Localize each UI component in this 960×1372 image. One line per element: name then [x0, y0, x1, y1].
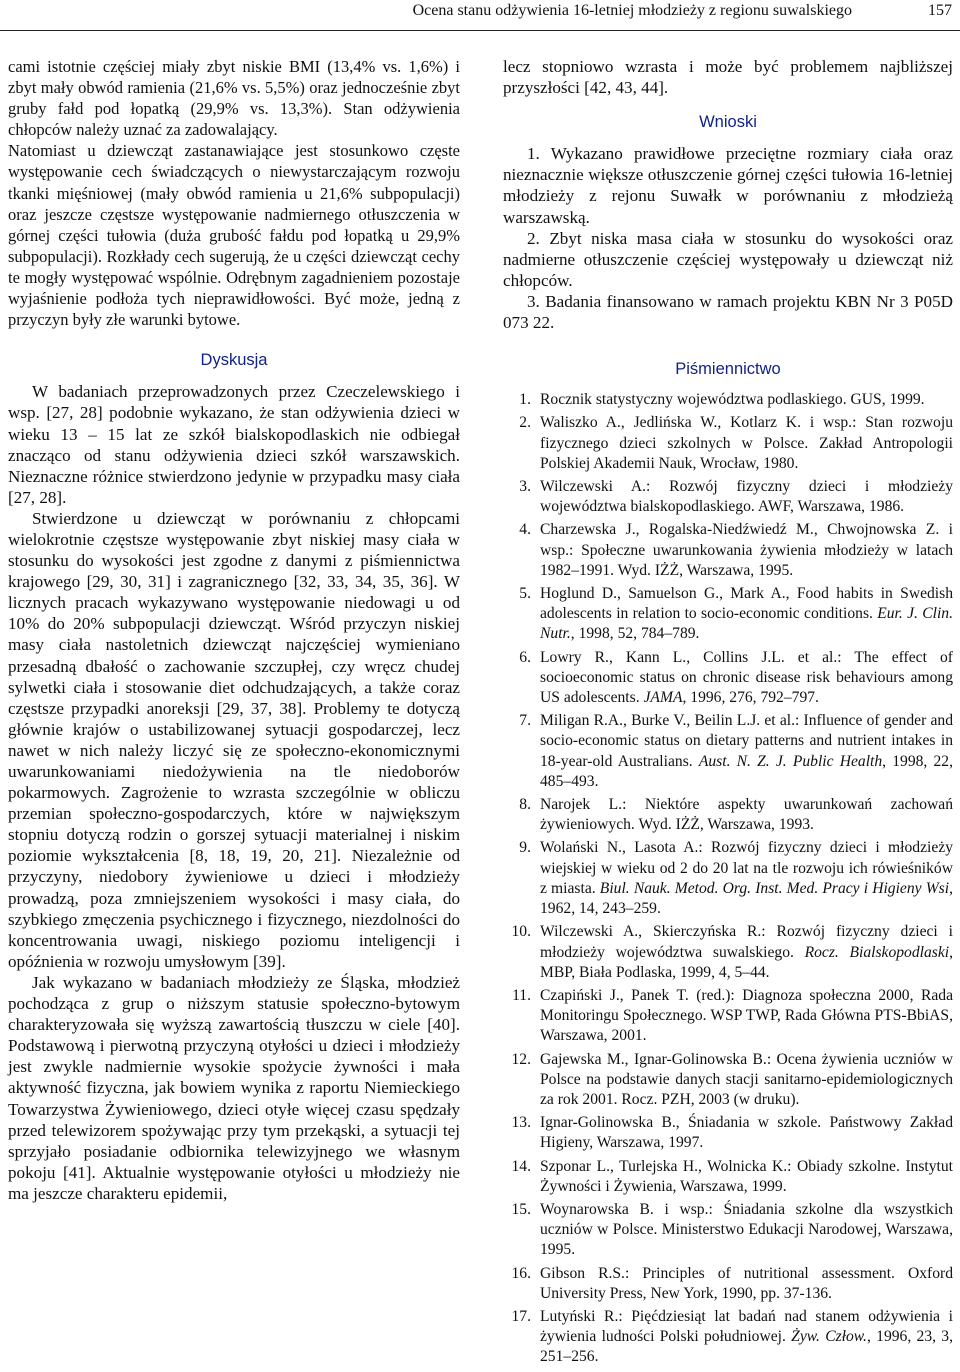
reference-text: Ignar-Golinowska B., Śniadania w szkole. Państwowy Zakład Higieny, Warszawa, 1997. — [540, 1114, 953, 1152]
right-column — [503, 56, 953, 1371]
reference-number: 7. — [519, 712, 531, 730]
reference-journal: Biul. Nauk. Metod. Org. Inst. Med. Pracy i Higieny Wsi — [599, 879, 950, 897]
reference-number: 3. — [519, 478, 531, 496]
conclusion-1: 1. Wykazano prawidłowe przeciętne rozmiary ciała oraz nieznacznie większe otłuszczenie górnej części tułowia 16-letniej młodzieży z rejonu Suwałk w porównaniu z młodzieżą warszawską. — [503, 144, 953, 227]
reference-item — [503, 1157, 953, 1197]
reference-item — [503, 390, 953, 410]
reference-item — [503, 520, 953, 581]
reference-item — [503, 922, 953, 983]
reference-text: Narojek L.: Niektóre aspekty uwarunkowań zachowań żywieniowych. Wyd. IŻŻ, Warszawa, 1993. — [540, 796, 953, 834]
paragraph-continuation: lecz stopniowo wzrasta i może być problemem najbliższej przyszłości [42, 43, 44]. — [503, 57, 953, 98]
reference-number: 5. — [519, 585, 531, 603]
conclusion-2: 2. Zbyt niska masa ciała w stosunku do wysokości oraz nadmierne otłuszczenie częściej występowały u dziewcząt niż chłopców. — [503, 228, 953, 290]
reference-journal: Rocz. Bialskopodlaski — [804, 943, 950, 961]
reference-number: 1. — [519, 391, 531, 409]
reference-text: Wolański N., Lasota A.: Rozwój fizyczny dzieci i młodzieży wiejskiej w wieku od 2 do 20 lat na tle rozwoju ich rówieśników z miasta. — [540, 839, 953, 897]
page-number: 157 — [928, 2, 952, 19]
reference-text: Hoglund D., Samuelson G., Mark A., Food habits in Swedish adolescents in relation to socio-economic conditions. — [540, 585, 953, 623]
reference-details: , MBP, Biała Podlaska, 1999, 4, 5–44. — [540, 943, 953, 981]
reference-number: 11. — [512, 986, 531, 1004]
reference-text: Lowry R., Kann L., Collins J.L. et al.: The effect of socioeconomic status on chronic disease risk behaviours among US adolescents. — [540, 648, 953, 707]
reference-details: , 1996, 23, 3, 251–256. — [540, 1328, 954, 1366]
reference-item — [503, 711, 953, 792]
reference-item — [503, 1307, 953, 1368]
reference-text: Lutyński R.: Pięćdziesiąt lat badań nad stanem odżywienia i żywienia ludności Polski południowej. — [540, 1307, 953, 1346]
running-title: Ocena stanu odżywienia 16-letniej młodzieży z regionu suwalskiego — [412, 2, 852, 19]
reference-number: 4. — [519, 521, 531, 539]
reference-number: 13. — [511, 1114, 531, 1132]
reference-item — [503, 795, 953, 835]
reference-text: Czapiński J., Panek T. (red.): Diagnoza społeczna 2000, Rada Monitoringu Społecznego. WSP TWP, Rada Główna PTS-BbiAS, Warszawa, 2001. — [540, 986, 953, 1045]
reference-text: Woynarowska B. i wsp.: Śniadania szkolne dla wszystkich uczniów w Polsce. Ministerstwo Edukacji Narodowej, Warszawa, 1995. — [540, 1200, 953, 1259]
reference-item — [503, 1113, 953, 1153]
reference-text: Rocznik statystyczny województwa podlaskiego. GUS, 1999. — [540, 391, 925, 409]
left-column — [8, 56, 460, 1204]
conclusion-3: 3. Badania finansowano w ramach projektu KBN Nr 3 P05D 073 22. — [503, 291, 953, 333]
reference-number: 9. — [519, 839, 531, 857]
reference-number: 10. — [511, 923, 531, 941]
section-heading-references: Piśmiennictwo — [675, 360, 781, 379]
paragraph-girls: Natomiast u dziewcząt zastanawiające jest stosunkowo częste występowanie cech świadczących o niewystarczającym rozwoju tkanki mięśniowej (mały obwód ramienia u 21,6% subpopulacji) oraz jeszcze częstsze występowanie nadmiernego otłuszczenia w górnej części tułowia (duża grubość fałdu pod łopatką u 29,9% subpopulacji). Rozkłady cech sugerują, że u części dziewcząt cechy te mogły występować wspólnie. Odrębnym zagadnieniem pozostaje wyjaśnienie podłoża tych nieprawidłowości. Być może, jedną z przyczyn były złe warunki bytowe. — [8, 141, 460, 330]
reference-number: 12. — [511, 1050, 531, 1068]
reference-details: , 1962, 14, 243–259. — [540, 879, 953, 918]
reference-number: 15. — [511, 1200, 531, 1218]
reference-journal: JAMA — [643, 689, 683, 707]
reference-item — [503, 986, 953, 1047]
reference-item — [503, 477, 953, 517]
reference-item — [503, 1264, 953, 1304]
reference-journal: Eur. J. Clin. Nutr. — [540, 605, 953, 643]
reference-number: 6. — [519, 648, 531, 666]
reference-journal: Żyw. Człow. — [791, 1328, 867, 1346]
reference-details: , 1998, 52, 784–789. — [570, 625, 700, 643]
reference-number: 8. — [519, 796, 531, 814]
reference-details: , 1998, 22, 485–493. — [540, 752, 953, 790]
reference-text: Charzewska J., Rogalska-Niedźwiedź M., Chwojnowska Z. i wsp.: Społeczne uwarunkowania żywienia młodzieży w latach 1982–1991. Wyd. IŻŻ, Warszawa, 1995. — [540, 521, 953, 579]
reference-text: Gajewska M., Ignar-Golinowska B.: Ocena żywienia uczniów w Polsce na podstawie danych stacji sanitarno-epidemiologicznych za rok 2001. Rocz. PZH, 2003 (w druku). — [540, 1050, 953, 1108]
reference-number: 14. — [511, 1157, 531, 1175]
reference-item — [503, 584, 953, 645]
paragraph-discussion-2: Stwierdzone u dziewcząt w porównaniu z chłopcami wielokrotnie częstsze występowanie zbyt niskiej masy ciała w stosunku do wysokości jest zgodne z danymi z piśmiennictwa krajowego [29, 30, 31] i zagranicznego [32, 33, 34, 35, 36]. W licznych pracach wykazywano występowanie niedowagi u od 10% do 20% subpopulacji dziewcząt. Wśród przyczyn niskiej masy ciała nastoletnich dziewcząt najczęściej wymieniano przesadną dbałość o zachowanie szczupłej, czy wręcz chudej sylwetki ciała i stosowanie diet odchudzających, a także coraz częstsze przypadki anoreksji [29, 37, 38]. Problemy te dotyczą głównie krajów o ustabilizowanej sytuacji gospodarczej, lecz nawet w nich należy liczyć się ze społeczno-ekonomicznymi uwarunkowaniami niedożywienia na tle niedoborów pokarmowych. Zagrożenie to wzrasta szczególnie w obliczu przemian społeczno-gospodarczych, które w największym stopniu dotyczą rodzin o gorszej sytuacji materialnej i niskim poziomie wykształcenia [8, 18, 19, 20, 21]. Niezależnie od przyczyny, niedobory żywieniowe u dzieci i młodzieży prowadzą, poza zmniejszeniem wysokości i masy ciała, do szybkiego zmęczenia psychicznego i fizycznego, niezdolności do koncentrowania uwagi, niskiego poziomu inteligencji i opóźnienia w rozwoju umysłowym [39]. — [8, 508, 460, 971]
reference-journal: Aust. N. Z. J. Public Health — [698, 752, 883, 770]
paragraph-results-end: cami istotnie częściej miały zbyt niskie BMI (13,4% vs. 1,6%) i zbyt mały obwód ramienia (21,6% vs. 5,5%) oraz jednocześnie zbyt gruby fałd pod łopatką (29,9% vs. 13,3%). Stan odżywienia chłopców należy uznać za zadowalający. — [8, 57, 460, 140]
reference-item — [503, 1200, 953, 1261]
reference-text: Wilczewski A., Skierczyńska R.: Rozwój fizyczny dzieci i młodzieży województwa suwalskiego. — [540, 923, 953, 961]
reference-text: Wilczewski A.: Rozwój fizyczny dzieci i młodzieży województwa bialskopodlaskiego. AWF, Warszawa, 1986. — [540, 478, 953, 516]
reference-text: Miligan R.A., Burke V., Beilin L.J. et al.: Influence of gender and socio-economic status on dietary patterns and nutrient intakes in 18-year-old Australians. — [540, 712, 953, 770]
reference-item — [503, 838, 953, 919]
reference-item — [503, 413, 953, 474]
paragraph-discussion-3: Jak wykazano w badaniach młodzieży ze Śląska, młodzież pochodząca z grup o niższym statusie społeczno-bytowym charakteryzowała się wyższą zawartością tłuszczu w ciele [40]. Podstawową i pierwotną przyczyną otyłości u dzieci i młodzieży jest zwykle nadmiernie wysokie spożycie żywności i mała aktywność fizyczna, jak bowiem wynika z raportu Niemieckiego Towarzystwa Żywieniowego, dzieci otyłe więcej czasu spędzały przed telewizorem spożywając przy tym przekąski, a sytuacji tej sprzyjało posiadanie odbiornika telewizyjnego we własnym pokoju [41]. Aktualnie występowanie otyłości u młodzieży nie ma jeszcze charakteru epidemii, — [8, 972, 460, 1203]
reference-number: 2. — [519, 414, 531, 432]
section-heading-conclusions: Wnioski — [699, 113, 757, 132]
reference-list — [503, 390, 953, 1367]
section-heading-discussion: Dyskusja — [200, 351, 268, 370]
paragraph-discussion-1: W badaniach przeprowadzonych przez Czeczelewskiego i wsp. [27, 28] podobnie wykazano, że stan odżywienia dzieci w wieku 13 – 15 lat ze szkół bialskopodlaskich nie odbiegał znacząco od stanu odżywienia dzieci szkół warszawskich. Nieznaczne różnice stwierdzono jedynie w przypadku masy ciała [27, 28]. — [8, 382, 460, 507]
reference-text: Szponar L., Turlejska H., Wolnicka K.: Obiady szkolne. Instytut Żywności i Żywienia, Warszawa, 1999. — [540, 1157, 953, 1195]
reference-number: 17. — [511, 1307, 531, 1325]
reference-text: Waliszko A., Jedlińska W., Kotlarz K. i wsp.: Stan rozwoju fizycznego dzieci szkolnych w Polsce. Zakład Antropologii Polskiej Akademii Nauk, Wrocław, 1980. — [540, 414, 953, 472]
reference-number: 16. — [511, 1264, 531, 1282]
reference-text: Gibson R.S.: Principles of nutritional assessment. Oxford University Press, New York, 1990, pp. 37-136. — [540, 1264, 953, 1302]
reference-item — [503, 1050, 953, 1111]
running-header — [0, 0, 960, 31]
reference-item — [503, 648, 953, 709]
reference-details: , 1996, 276, 792–797. — [682, 689, 819, 707]
